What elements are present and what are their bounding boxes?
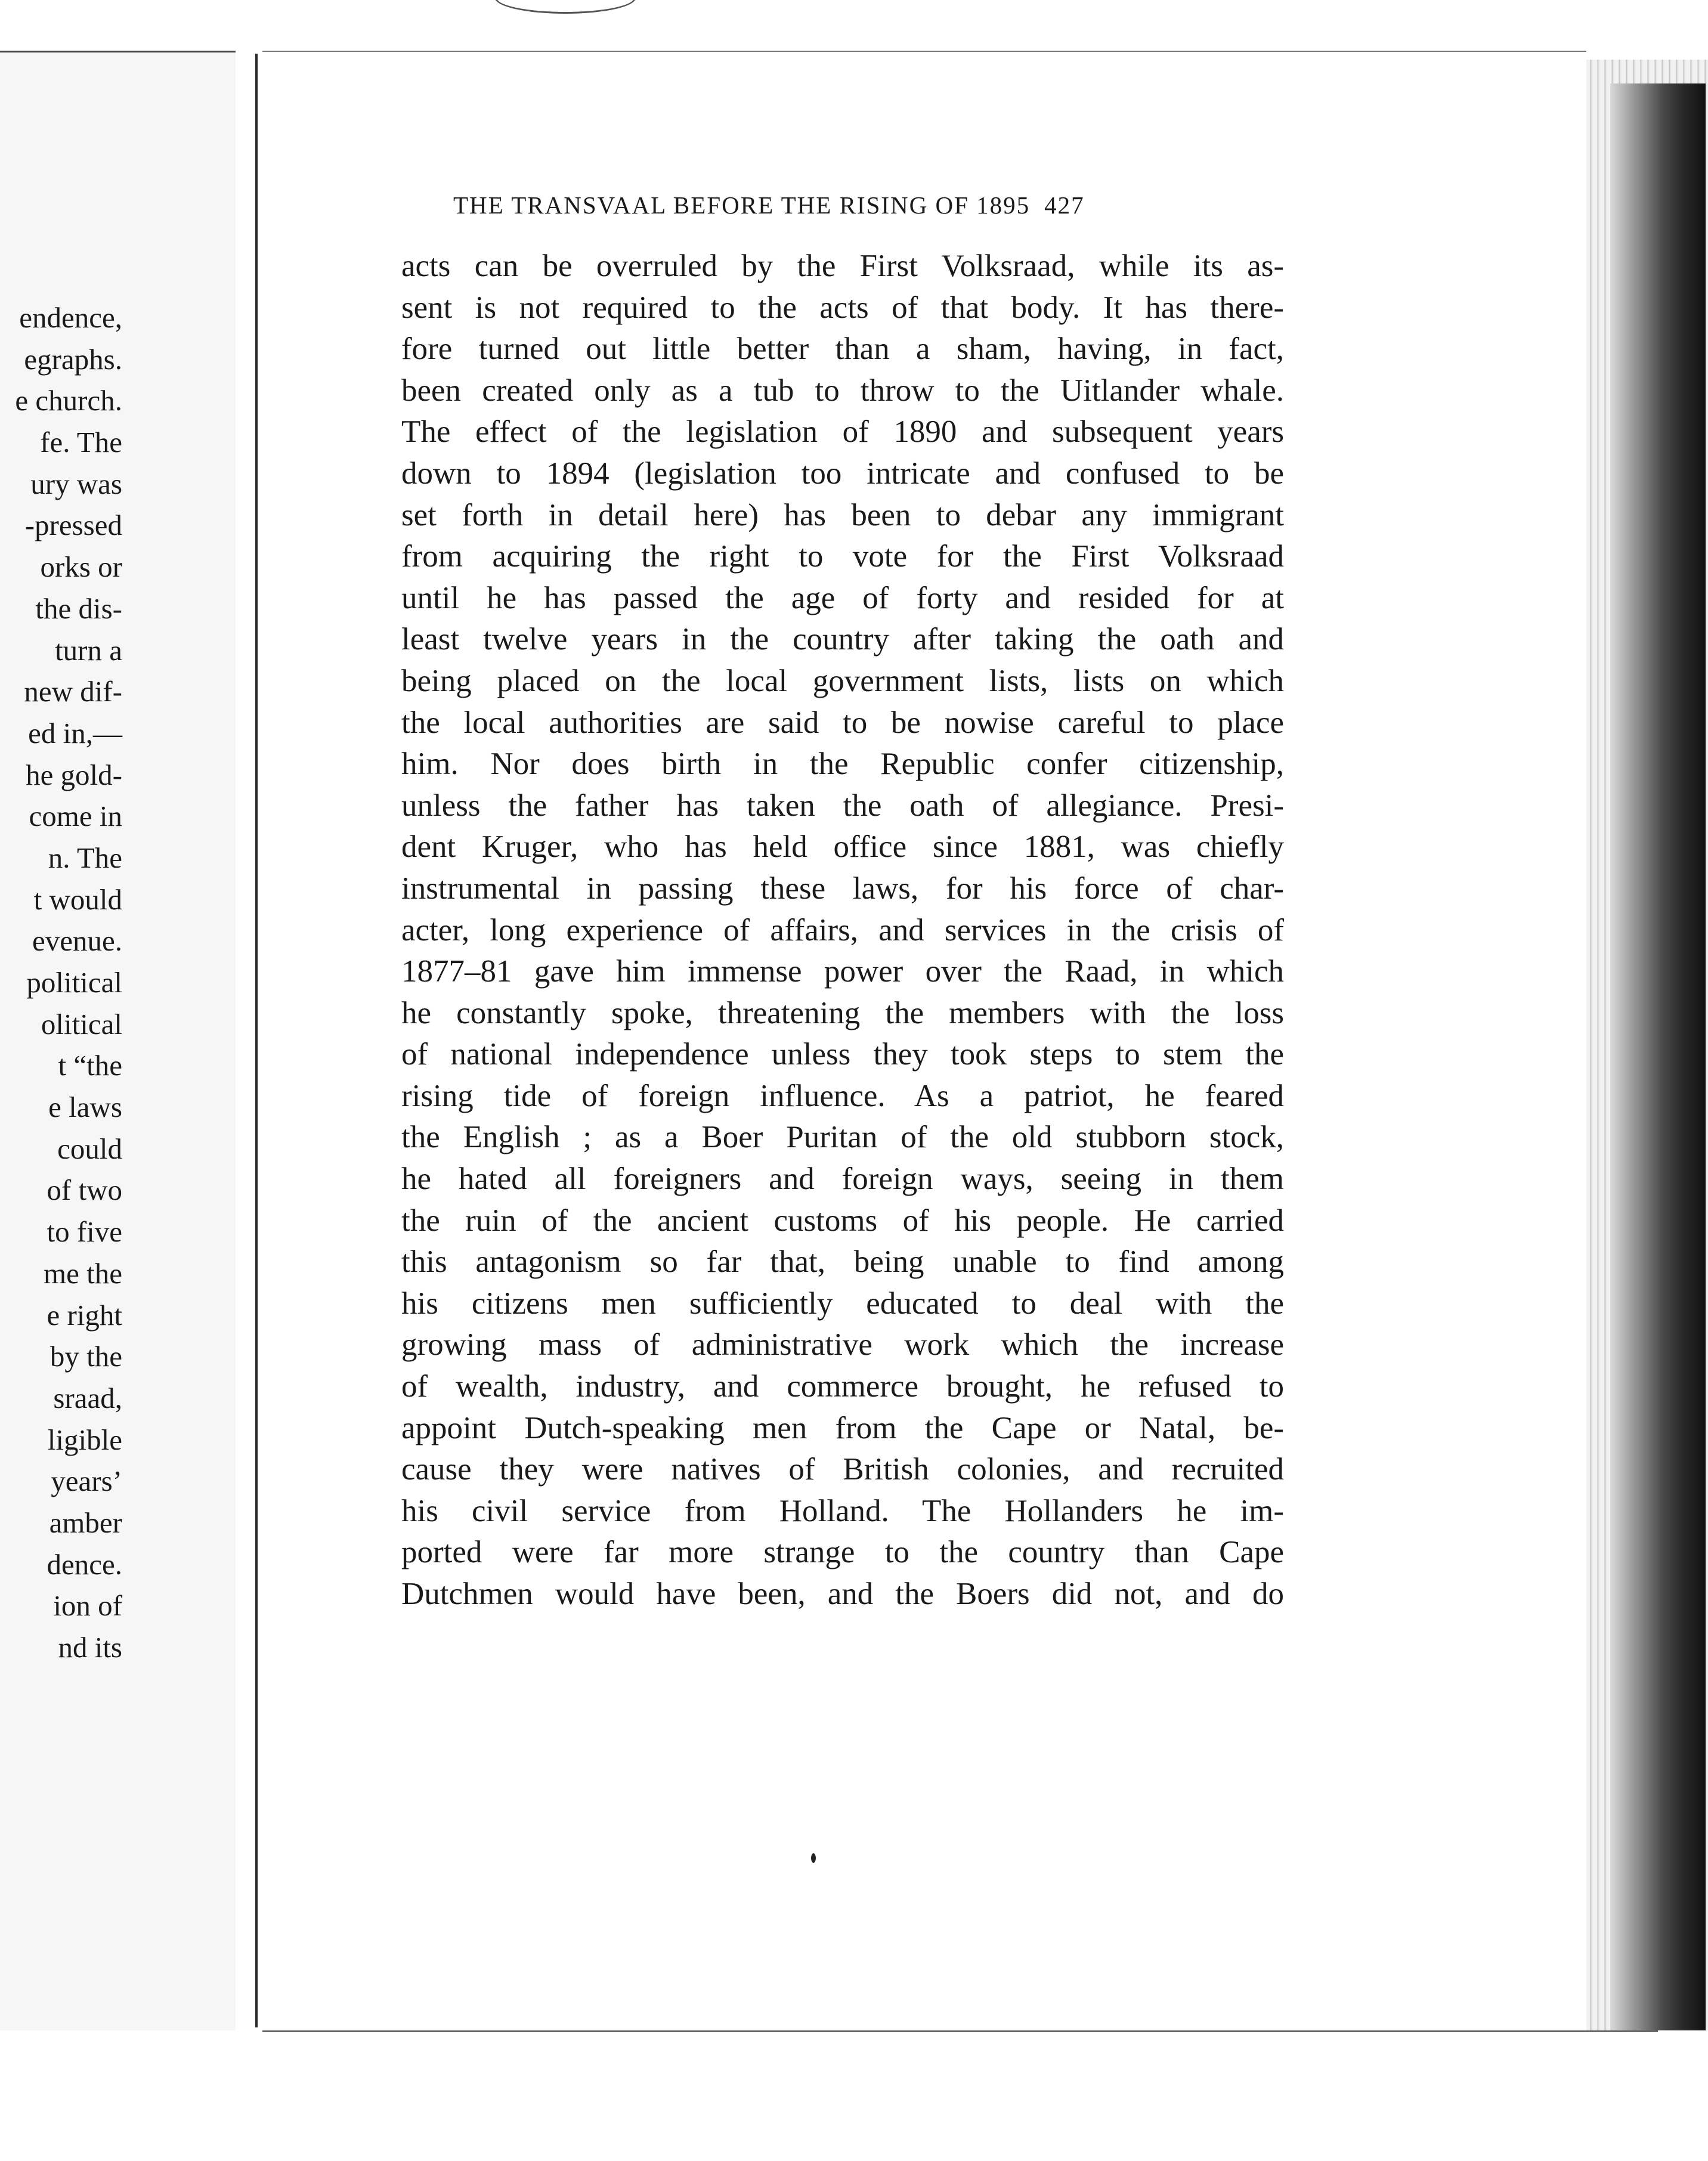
text-line: the local authorities are said to be nowise careful to place (401, 705, 1284, 740)
left-line: evenue. (32, 924, 122, 958)
text-line: his civil service from Holland. The Hollanders he im- (401, 1493, 1284, 1528)
left-line: turn a (55, 633, 122, 667)
text-line: dent Kruger, who has held office since 1881, was chiefly (401, 829, 1284, 865)
left-line: fe. The (40, 426, 122, 459)
text-line: least twelve years in the country after taking the oath and (401, 622, 1284, 657)
text-line: he constantly spoke, threatening the members with the loss (401, 995, 1284, 1030)
page-edge-shadow (1610, 83, 1706, 2051)
left-line: e right (47, 1298, 122, 1332)
left-line: egraphs. (24, 342, 122, 376)
text-line: of wealth, industry, and commerce brought, he refused to (401, 1369, 1284, 1404)
left-line: t “the (58, 1049, 122, 1082)
left-line: new dif- (24, 675, 122, 708)
left-line: -pressed (24, 509, 122, 542)
left-line: of two (47, 1174, 122, 1207)
left-line: ion of (53, 1589, 122, 1623)
text-line: being placed on the local government lists, lists on which (401, 663, 1284, 698)
text-line: unless the father has taken the oath of allegiance. Presi- (401, 788, 1284, 823)
left-line: endence, (19, 301, 122, 334)
left-line: e laws (48, 1091, 122, 1124)
text-line: cause they were natives of British colonies, and recruited (401, 1452, 1284, 1487)
text-line: of national independence unless they took steps to stem the (401, 1037, 1284, 1072)
text-line: ported were far more strange to the country than Cape (401, 1535, 1284, 1570)
body-text (401, 246, 1284, 1615)
text-line: acts can be overruled by the First Volksraad, while its as- (401, 249, 1284, 283)
text-line: rising tide of foreign influence. As a patriot, he feared (401, 1078, 1284, 1113)
text-line: this antagonism so far that, being unable to find among (401, 1244, 1284, 1280)
left-line: n. The (48, 841, 122, 874)
text-line: the ruin of the ancient customs of his people. He carried (401, 1203, 1284, 1238)
text-line: acter, long experience of affairs, and services in the crisis of (401, 912, 1284, 948)
left-line: amber (49, 1506, 122, 1539)
left-line: me the (44, 1256, 122, 1290)
text-line: until he has passed the age of forty and resided for at (401, 580, 1284, 615)
left-line: by the (49, 1340, 122, 1373)
left-line: e church. (15, 384, 122, 417)
left-line: could (57, 1132, 122, 1165)
left-facing-page (0, 51, 237, 2038)
left-line: come in (29, 800, 122, 833)
text-line: 1877–81 gave him immense power over the Raad, in which (401, 954, 1284, 989)
page-number: 427 (1044, 191, 1085, 219)
text-line: fore turned out little better than a sham, having, in fact, (401, 332, 1284, 367)
left-line: ury was (30, 467, 122, 500)
left-line: the dis- (35, 592, 122, 625)
text-line: his citizens men sufficiently educated to deal with the (401, 1286, 1284, 1321)
left-line: olitical (41, 1007, 122, 1041)
left-line: dence. (47, 1547, 122, 1581)
left-line: he gold- (26, 758, 122, 791)
gutter-shadow-line (255, 54, 258, 2027)
left-line: to five (47, 1215, 122, 1249)
text-line: growing mass of administrative work which the increase (401, 1327, 1284, 1363)
text-line: the English ; as a Boer Puritan of the old stubborn stock, (401, 1120, 1284, 1155)
text-line: appoint Dutch-speaking men from the Cape or Natal, be- (401, 1410, 1284, 1445)
text-line: down to 1894 (legislation too intricate and confused to be (401, 456, 1284, 491)
left-line: years’ (51, 1465, 122, 1498)
top-margin (0, 0, 1708, 51)
text-line: sent is not required to the acts of that body. It has there- (401, 290, 1284, 325)
left-line: ligible (47, 1423, 122, 1456)
left-line: sraad, (53, 1381, 122, 1414)
text-line: him. Nor does birth in the Republic confer citizenship, (401, 747, 1284, 782)
text-line: he hated all foreigners and foreign ways, seeing in them (401, 1162, 1284, 1197)
text-line: Dutchmen would have been, and the Boers did not, and do (401, 1577, 1284, 1611)
page-bottom-edge (262, 2030, 1658, 2032)
left-line: nd its (58, 1631, 122, 1664)
left-page-text (15, 297, 122, 1668)
text-line: The effect of the legislation of 1890 and subsequent years (401, 414, 1284, 450)
left-line: political (26, 966, 122, 999)
running-head-title: THE TRANSVAAL BEFORE THE RISING OF 1895 (453, 191, 1031, 219)
left-line: ed in,— (28, 716, 122, 750)
text-line: instrumental in passing these laws, for his force of char- (401, 871, 1284, 906)
left-line: orks or (40, 550, 122, 584)
text-line: set forth in detail here) has been to debar any immigrant (401, 497, 1284, 532)
left-line: t would (33, 883, 122, 916)
running-header (453, 191, 1288, 219)
bottom-margin (0, 2030, 1708, 2161)
text-line: been created only as a tub to throw to the Uitlander whale. (401, 373, 1284, 408)
printer-mark (811, 1853, 816, 1863)
text-line: from acquiring the right to vote for the First Volksraad (401, 539, 1284, 574)
